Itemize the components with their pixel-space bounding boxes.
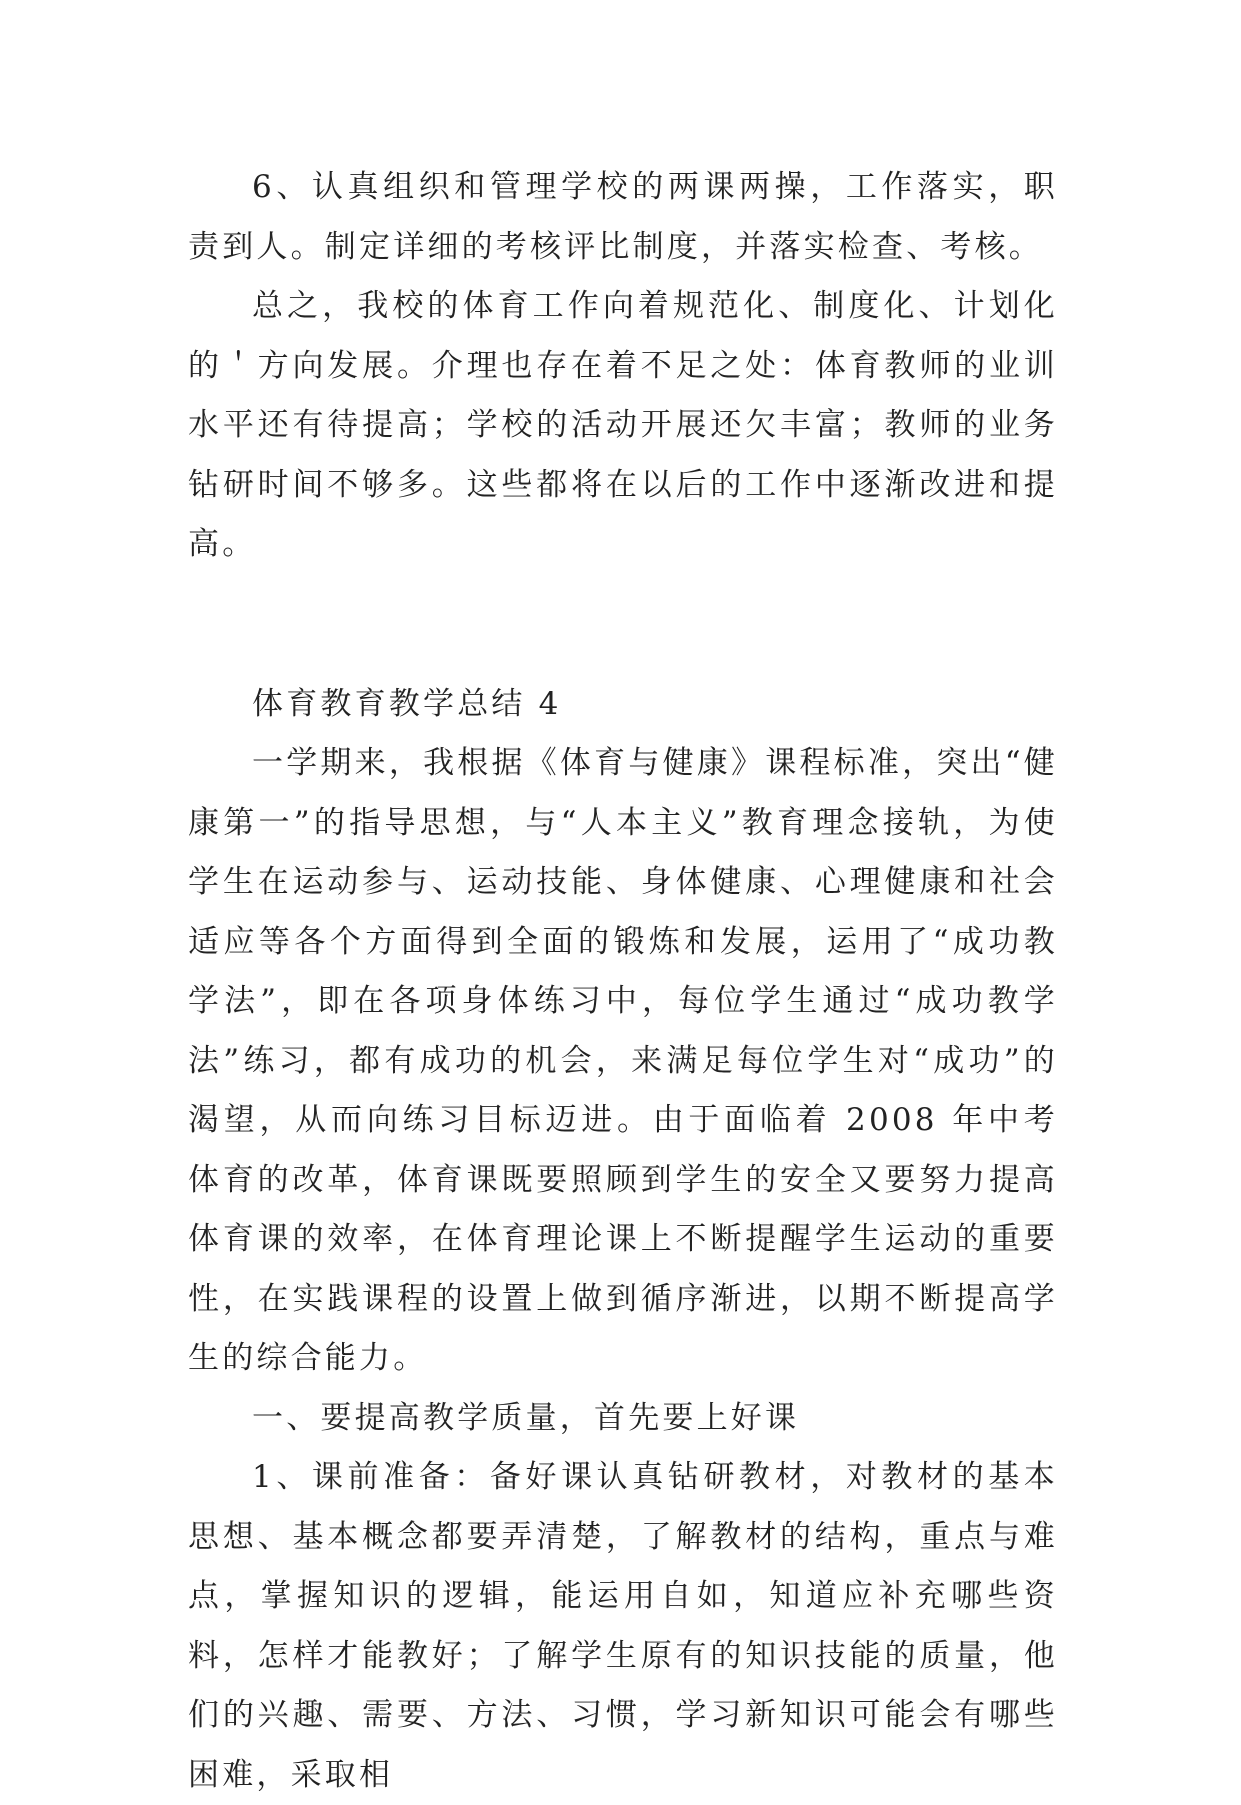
section-title: 体育教育教学总结 4 <box>252 685 562 722</box>
paragraph-intro: 一学期来，我根据《体育与健康》课程标准，突出“健康第一”的指导思想，与“人本主义”教育理念接轨，为使学生在运动参与、运动技能、身体健康、心理健康和社会适应等各个方面得到全面的锻炼和发展，运用了“成功教学法”，即在各项身体练习中，每位学生通过“成功教学法”练习，都有成功的机会，来满足每位学生对“成功”的渴望，从而向练习目标迈进。由于面临着 2008 年中考体育的改革，体育课既要照顾到学生的安全又要努力提高体育课的效率，在体育理论课上不断提醒学生运动的重要性，在实践课程的设置上做到循序渐进，以期不断提高学生的综合能力。 <box>188 745 1058 1376</box>
paragraph-summary: 总之，我校的体育工作向着规范化、制度化、计划化的＇方向发展。介理也存在着不足之处：体育教师的业训水平还有待提高；学校的活动开展还欠丰富；教师的业务钻研时间不够多。这些都将在以后的工作中逐渐改进和提高。 <box>188 288 1058 562</box>
paragraph-duties: 6、认真组织和管理学校的两课两操，工作落实，职责到人。制定详细的考核评比制度，并落实检查、考核。 <box>188 169 1058 265</box>
section-spacer <box>188 575 1058 675</box>
paragraph-preparation: 1、课前准备：备好课认真钻研教材，对教材的基本思想、基本概念都要弄清楚，了解教材的结构，重点与难点，掌握知识的逻辑，能运用自如，知道应补充哪些资料，怎样才能教好；了解学生原有的知识技能的质量，他们的兴趣、需要、方法、习惯，学习新知识可能会有哪些困难，采取相 <box>188 1459 1058 1793</box>
document-page <box>188 158 1058 1805</box>
paragraph-subheading: 一、要提高教学质量，首先要上好课 <box>252 1399 800 1436</box>
